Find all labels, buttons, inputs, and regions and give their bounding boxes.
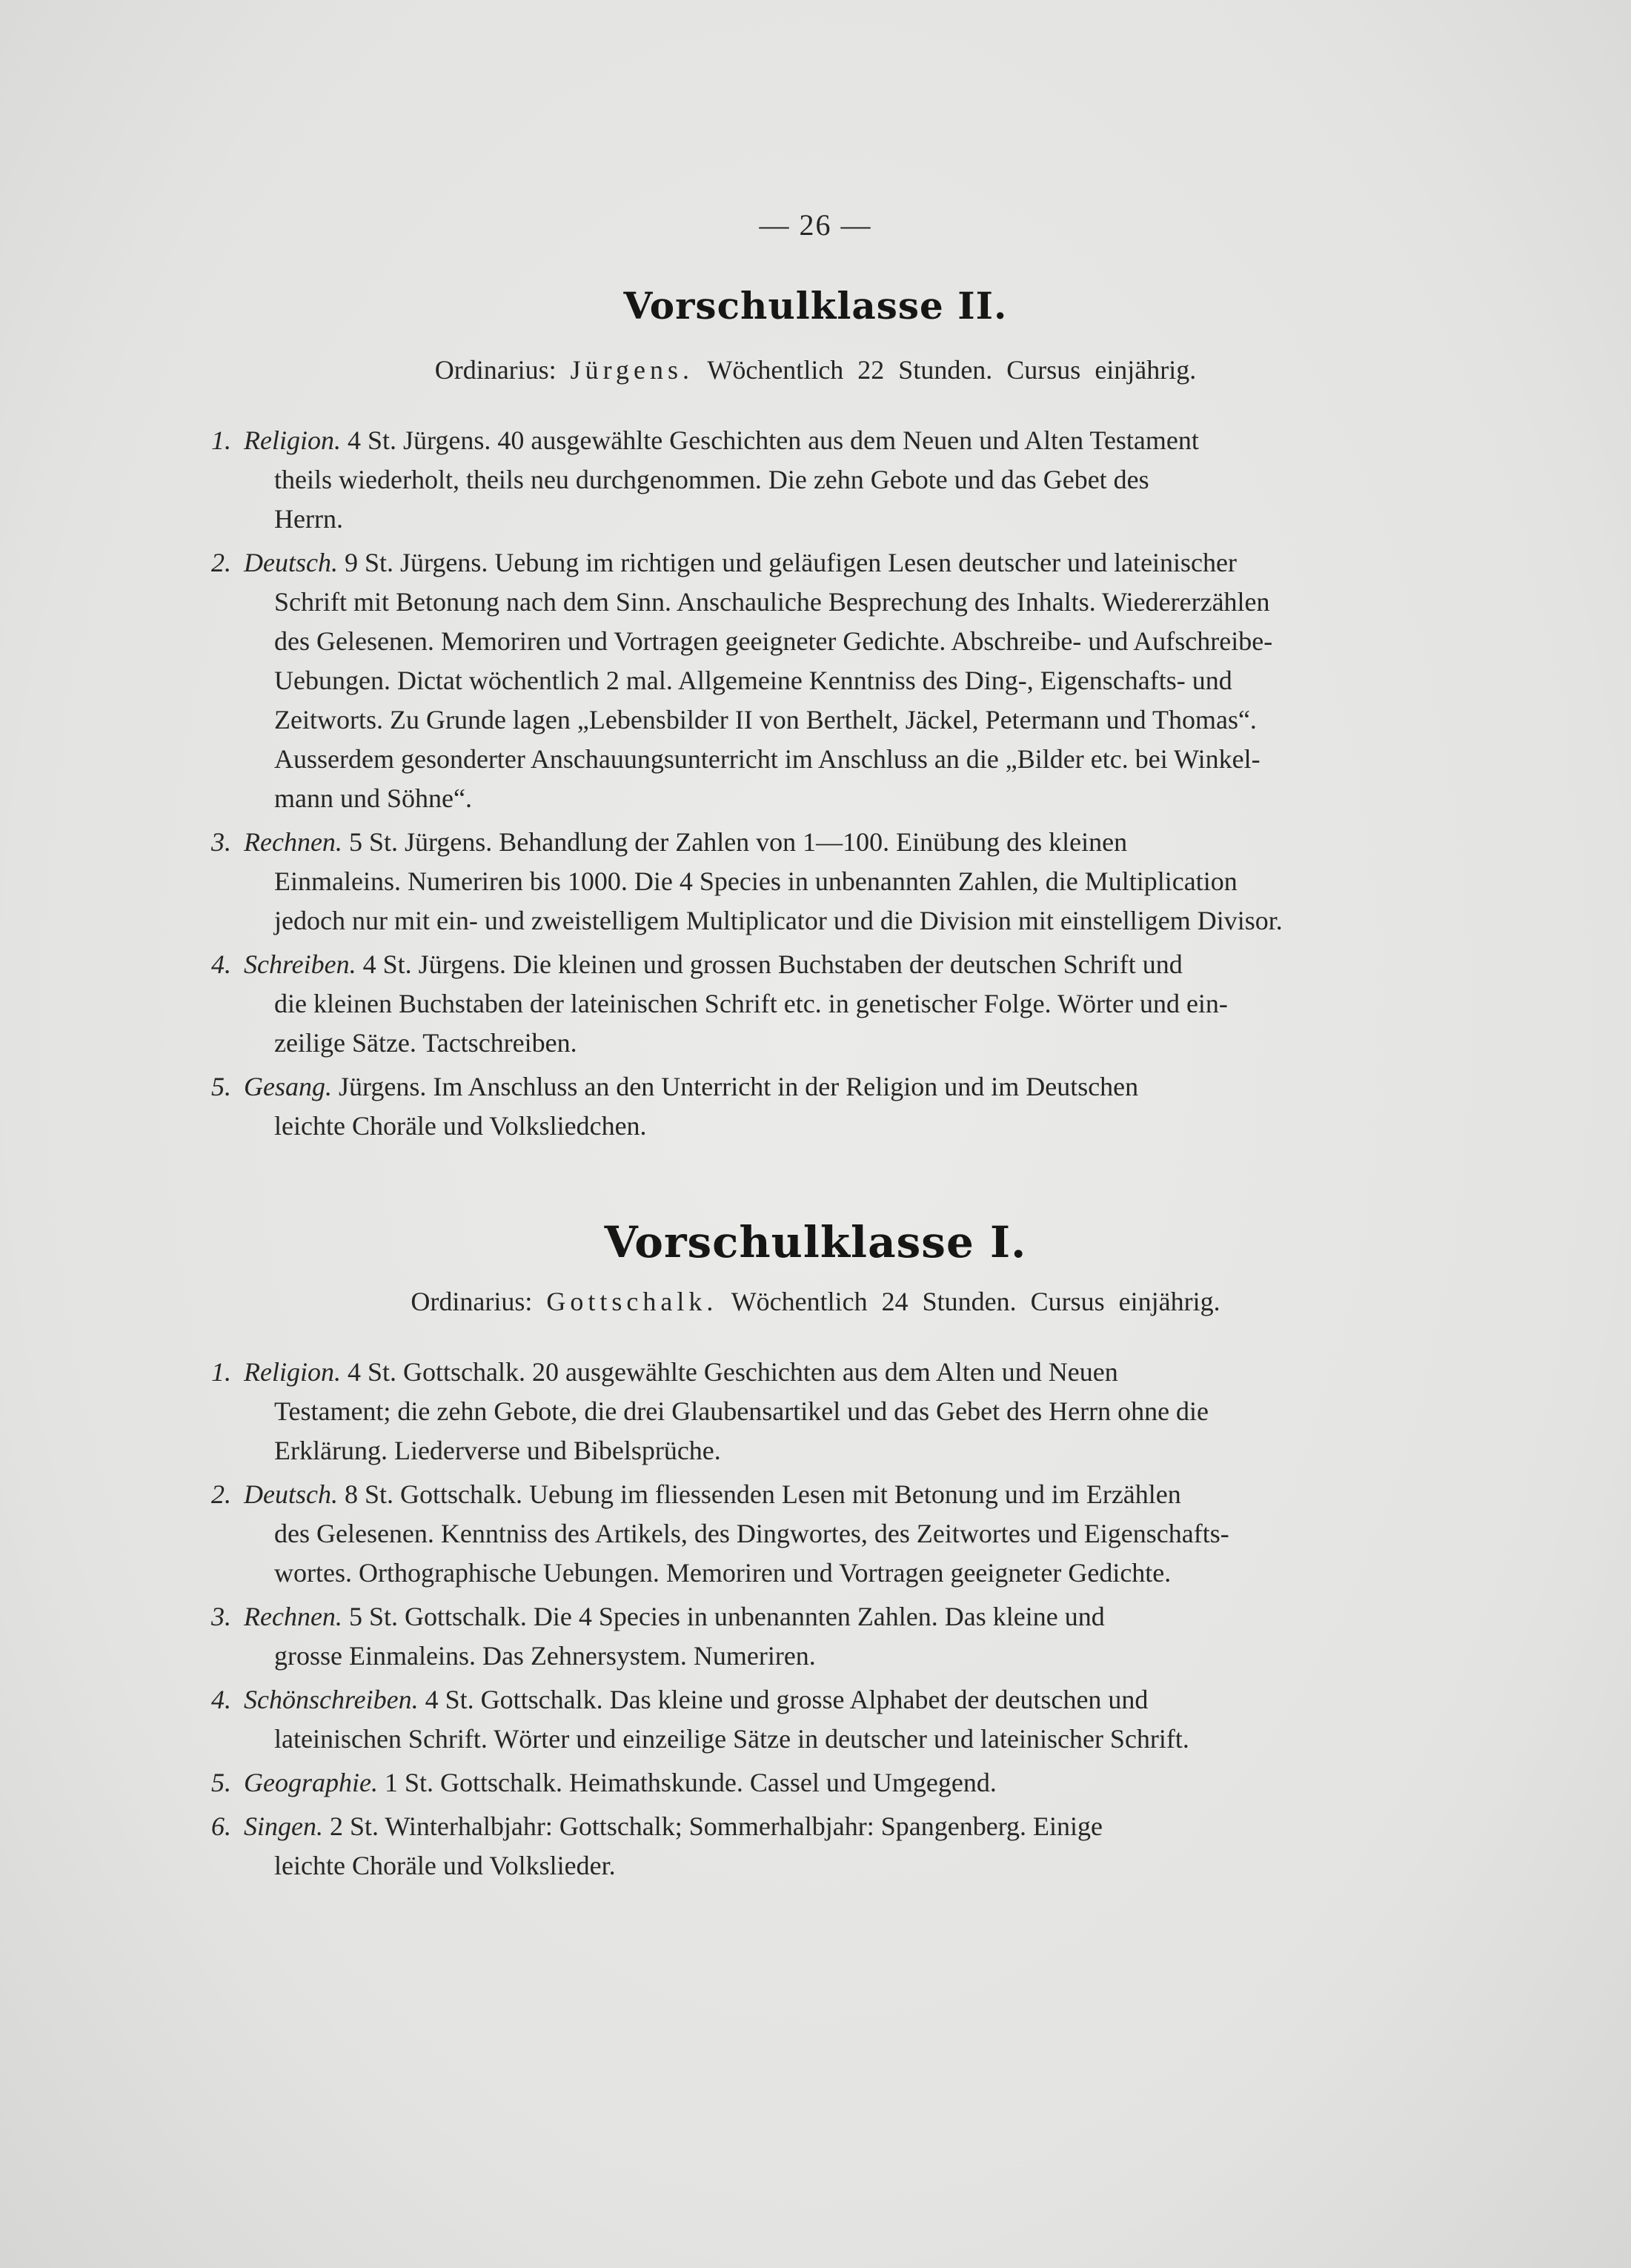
section-title-vorschulklasse-2: Vorschulklasse II. xyxy=(623,284,1008,328)
item-text: Schrift mit Betonung nach dem Sinn. Anschauliche Besprechung des Inhalts. Wiedererzählen xyxy=(274,587,1270,617)
item-text: Erklärung. Liederverse und Bibelsprüche. xyxy=(274,1436,721,1465)
item-number: 3. xyxy=(211,827,231,857)
list-item xyxy=(211,1807,1513,1886)
list-item xyxy=(211,1475,1513,1593)
subject-name: Schönschreiben. xyxy=(244,1685,419,1714)
subject-name: Geographie. xyxy=(244,1768,378,1797)
list-item xyxy=(211,543,1513,818)
item-text: 5 St. Jürgens. Behandlung der Zahlen von 1—100. Einübung des kleinen xyxy=(348,827,1128,857)
subject-name: Gesang. xyxy=(244,1072,332,1101)
subject-name: Singen. xyxy=(244,1811,323,1841)
item-number: 5. xyxy=(211,1072,231,1101)
subject-name: Religion. xyxy=(244,1357,341,1387)
subject-name: Rechnen. xyxy=(244,1602,342,1631)
subject-name: Deutsch. xyxy=(244,1479,338,1509)
item-text: 4 St. Gottschalk. 20 ausgewählte Geschichten aus dem Alten und Neuen xyxy=(347,1357,1118,1387)
item-text: wortes. Orthographische Uebungen. Memoriren und Vortragen geeigneter Gedichte. xyxy=(274,1558,1172,1588)
item-text: mann und Söhne“. xyxy=(274,783,472,813)
item-text: 2 St. Winterhalbjahr: Gottschalk; Sommerhalbjahr: Spangenberg. Einige xyxy=(329,1811,1103,1841)
item-number: 1. xyxy=(211,425,231,455)
item-text: Einmaleins. Numeriren bis 1000. Die 4 Species in unbenannten Zahlen, die Multiplication xyxy=(274,866,1238,896)
list-item xyxy=(211,1763,1513,1803)
subject-name: Deutsch. xyxy=(244,548,338,577)
weekly-hours: Wöchentlich 22 Stunden. xyxy=(707,355,993,385)
item-text: theils wiederholt, theils neu durchgenommen. Die zehn Gebote und das Gebet des xyxy=(274,465,1149,494)
subject-list-1 xyxy=(211,421,1513,1150)
list-item xyxy=(211,945,1513,1063)
item-number: 5. xyxy=(211,1768,231,1797)
item-text: 9 St. Jürgens. Uebung im richtigen und geläufigen Lesen deutscher und lateinischer xyxy=(344,548,1237,577)
item-text: 4 St. Jürgens. 40 ausgewählte Geschichten aus dem Neuen und Alten Testament xyxy=(347,425,1199,455)
item-text: 4 St. Jürgens. Die kleinen und grossen Buchstaben der deutschen Schrift und xyxy=(362,949,1183,979)
item-text: des Gelesenen. Kenntniss des Artikels, des Dingwortes, des Zeitwortes und Eigenschafts- xyxy=(274,1519,1229,1548)
list-item xyxy=(211,1597,1513,1676)
item-text: Uebungen. Dictat wöchentlich 2 mal. Allgemeine Kenntniss des Ding-, Eigenschafts- und xyxy=(274,666,1232,695)
item-text: Zeitworts. Zu Grunde lagen „Lebensbilder II von Berthelt, Jäckel, Petermann und Thomas“. xyxy=(274,705,1257,735)
list-item xyxy=(211,1353,1513,1470)
item-number: 4. xyxy=(211,1685,231,1714)
subject-list-2 xyxy=(211,1353,1513,1890)
item-text: 4 St. Gottschalk. Das kleine und grosse Alphabet der deutschen und xyxy=(425,1685,1149,1714)
list-item xyxy=(211,823,1513,941)
section-title-vorschulklasse-1: Vorschulklasse I. xyxy=(604,1217,1027,1267)
item-number: 6. xyxy=(211,1811,231,1841)
ordinarius-line-2 xyxy=(0,1286,1631,1317)
subject-name: Schreiben. xyxy=(244,949,356,979)
item-text: die kleinen Buchstaben der lateinischen Schrift etc. in genetischer Folge. Wörter und ein- xyxy=(274,989,1228,1018)
subject-name: Rechnen. xyxy=(244,827,342,857)
item-text: des Gelesenen. Memoriren und Vortragen geeigneter Gedichte. Abschreibe- und Aufschreibe- xyxy=(274,626,1273,656)
item-text: Herrn. xyxy=(274,504,343,534)
list-item xyxy=(211,1680,1513,1759)
item-text: Jürgens. Im Anschluss an den Unterricht in der Religion und im Deutschen xyxy=(339,1072,1139,1101)
item-text: grosse Einmaleins. Das Zehnersystem. Numeriren. xyxy=(274,1641,816,1671)
item-number: 2. xyxy=(211,1479,231,1509)
item-text: Testament; die zehn Gebote, die drei Glaubensartikel und das Gebet des Herrn ohne die xyxy=(274,1396,1209,1426)
ordinarius-name: Gottschalk. xyxy=(546,1287,718,1316)
item-text: jedoch nur mit ein- und zweistelligem Multiplicator und die Division mit einstelligem Divisor. xyxy=(274,906,1283,935)
course-duration: Cursus einjährig. xyxy=(1006,355,1197,385)
list-item xyxy=(211,421,1513,539)
page-number: — 26 — xyxy=(759,208,872,242)
item-number: 2. xyxy=(211,548,231,577)
item-text: 5 St. Gottschalk. Die 4 Species in unbenannten Zahlen. Das kleine und xyxy=(348,1602,1105,1631)
subject-name: Religion. xyxy=(244,425,341,455)
item-text: 1 St. Gottschalk. Heimathskunde. Cassel und Umgegend. xyxy=(384,1768,997,1797)
item-number: 4. xyxy=(211,949,231,979)
item-text: lateinischen Schrift. Wörter und einzeilige Sätze in deutscher und lateinischer Schrift. xyxy=(274,1724,1189,1754)
item-number: 3. xyxy=(211,1602,231,1631)
course-duration: Cursus einjährig. xyxy=(1030,1287,1220,1316)
ordinarius-line-1 xyxy=(0,354,1631,385)
weekly-hours: Wöchentlich 24 Stunden. xyxy=(731,1287,1017,1316)
item-number: 1. xyxy=(211,1357,231,1387)
ordinarius-name: Jürgens. xyxy=(570,355,694,385)
ordinarius-label: Ordinarius: xyxy=(411,1287,533,1316)
ordinarius-label: Ordinarius: xyxy=(434,355,557,385)
item-text: leichte Choräle und Volksliedchen. xyxy=(274,1111,647,1141)
item-text: leichte Choräle und Volkslieder. xyxy=(274,1851,616,1880)
item-text: 8 St. Gottschalk. Uebung im fliessenden Lesen mit Betonung und im Erzählen xyxy=(344,1479,1181,1509)
list-item xyxy=(211,1067,1513,1146)
item-text: Ausserdem gesonderter Anschauungsunterricht im Anschluss an die „Bilder etc. bei Winkel- xyxy=(274,744,1260,774)
item-text: zeilige Sätze. Tactschreiben. xyxy=(274,1028,577,1058)
